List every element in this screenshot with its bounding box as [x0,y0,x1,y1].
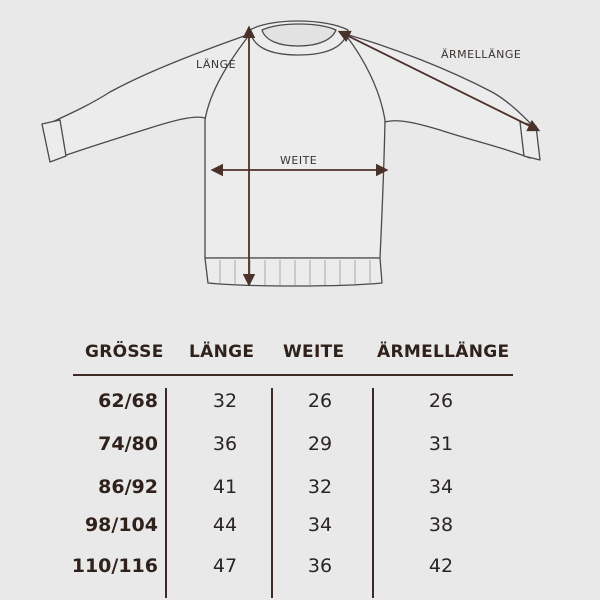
length-cell: 36 [212,433,238,455]
size-cell: 86/92 [98,476,158,498]
width-cell: 29 [307,433,333,455]
header-sleeve-length: ÄRMELLÄNGE [377,342,510,362]
sleeve-cell: 31 [428,433,454,455]
length-cell: 47 [212,555,238,577]
size-cell: 62/68 [98,390,158,412]
table-row [0,390,600,420]
length-cell: 41 [212,476,238,498]
sleeve-cell: 42 [428,555,454,577]
sleeve-length-label: ÄRMELLÄNGE [441,48,522,61]
width-label: WEITE [280,154,318,167]
size-table [0,330,600,600]
length-label: LÄNGE [196,58,237,71]
hem-band [205,258,382,286]
sleeve-cell: 26 [428,390,454,412]
width-cell: 32 [307,476,333,498]
table-row [0,555,600,585]
length-cell: 32 [212,390,238,412]
sleeve-cell: 38 [428,514,454,536]
size-cell: 98/104 [84,514,158,536]
size-cell: 110/116 [71,555,158,577]
width-cell: 36 [307,555,333,577]
table-row [0,433,600,463]
width-cell: 26 [307,390,333,412]
sleeve-cell: 34 [428,476,454,498]
length-cell: 44 [212,514,238,536]
header-size: GRÖSSE [85,342,164,362]
header-length: LÄNGE [189,342,255,362]
header-divider [73,374,513,376]
width-cell: 34 [307,514,333,536]
table-row [0,514,600,544]
table-row [0,476,600,506]
size-cell: 74/80 [98,433,158,455]
header-width: WEITE [283,342,345,362]
